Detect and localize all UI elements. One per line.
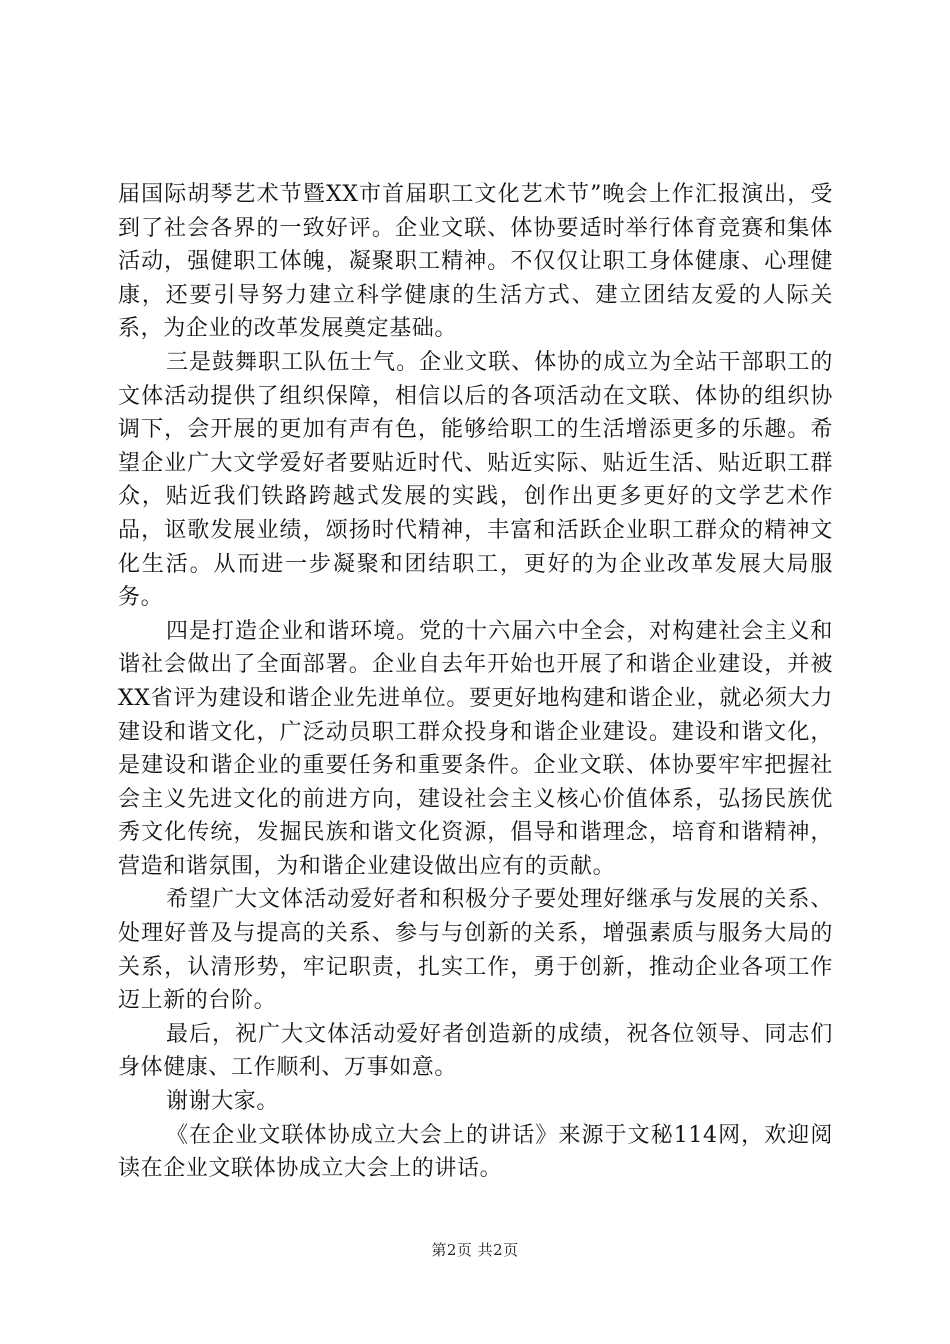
paragraph-2: 三是鼓舞职工队伍士气。企业文联、体协的成立为全站干部职工的文体活动提供了组织保障，相信以后的各项活动在文联、体协的组织协调下，会开展的更加有声有色，能够给职工的生活增添更多的乐趣。希望企业广大文学爱好者要贴近时代、贴近实际、贴近生活、贴近职工群众，贴近我们铁路跨越式发展的实践，创作出更多更好的文学艺术作品，讴歌发展业绩，颂扬时代精神，丰富和活跃企业职工群众的精神文化生活。从而进一步凝聚和团结职工，更好的为企业改革发展大局服务。 bbox=[118, 349, 833, 611]
paragraph-4: 希望广大文体活动爱好者和积极分子要处理好继承与发展的关系、处理好普及与提高的关系、参与与创新的关系，增强素质与服务大局的关系，认清形势，牢记职责，扎实工作，勇于创新，推动企业各项工作迈上新的台阶。 bbox=[118, 887, 833, 1014]
paragraph-6: 谢谢大家。 bbox=[166, 1089, 280, 1115]
document-body bbox=[118, 178, 833, 1186]
paragraph-3: 四是打造企业和谐环境。党的十六届六中全会，对构建社会主义和谐社会做出了全面部署。企业自去年开始也开展了和谐企业建设，并被XX省评为建设和谐企业先进单位。要更好地构建和谐企业，就必须大力建设和谐文化，广泛动员职工群众投身和谐企业建设。建设和谐文化，是建设和谐企业的重要任务和重要条件。企业文联、体协要牢牢把握社会主义先进文化的前进方向，建设社会主义核心价值体系，弘扬民族优秀文化传统，发掘民族和谐文化资源，倡导和谐理念，培育和谐精神，营造和谐氛围，为和谐企业建设做出应有的贡献。 bbox=[118, 618, 833, 879]
paragraph-5: 最后，祝广大文体活动爱好者创造新的成绩，祝各位领导、同志们身体健康、工作顺利、万事如意。 bbox=[118, 1021, 833, 1081]
page-number-footer: 第2页 共2页 bbox=[431, 1241, 519, 1259]
paragraph-7: 《在企业文联体协成立大会上的讲话》来源于文秘114网，欢迎阅读在企业文联体协成立大会上的讲话。 bbox=[118, 1122, 833, 1182]
paragraph-1: 届国际胡琴艺术节暨XX市首届职工文化艺术节”晚会上作汇报演出，受到了社会各界的一致好评。企业文联、体协要适时举行体育竞赛和集体活动，强健职工体魄，凝聚职工精神。不仅仅让职工身体健康、心理健康，还要引导努力建立科学健康的生活方式、建立团结友爱的人际关系，为企业的改革发展奠定基础。 bbox=[118, 182, 833, 342]
